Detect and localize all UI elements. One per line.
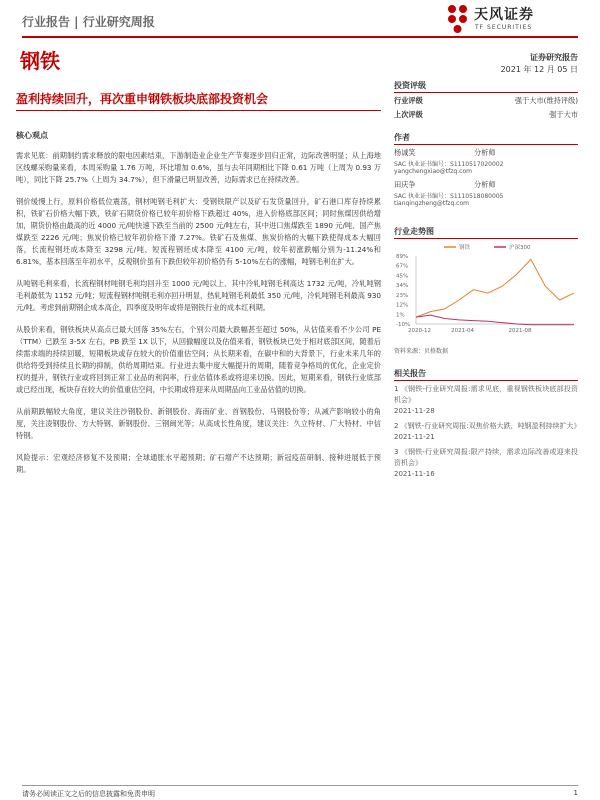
prev-rating-row xyxy=(394,110,578,120)
report-category: 行业报告 | 行业研究周报 xyxy=(22,15,155,29)
chart-heading: 行业走势图 xyxy=(394,227,434,236)
related-item-3[interactable] xyxy=(394,447,578,480)
x-tick-label: 2020-12 xyxy=(408,328,431,334)
related-item-2-date: 2021-11-21 xyxy=(394,433,435,441)
series-line-1 xyxy=(416,315,574,325)
x-tick-label: 2021-08 xyxy=(508,328,532,334)
related-divider xyxy=(394,380,578,381)
header-divider xyxy=(22,36,578,38)
related-item-3-date: 2021-11-16 xyxy=(394,470,435,478)
author2-sac: SAC 执业证书编号：S1110518080005 xyxy=(394,193,504,200)
para-valuation: 从股价来看，钢铁板块从高点已最大回落 35%左右，个别公司最大跌幅甚至超过 50%，从估值来看不少公司 PE（TTM）已跌至 3-5X 左右，PB 跌至 1X 以下，从回撤幅度以及估值来看，钢铁板块已处于相对底部区间，随着后续需求端的持续回暖，短期板块或存在较大的价值重估空间；从长期来看，在碳中和的大背景下，行业未来几年的供给将受到持续且长期的抑制，供给周期结束。行业进去集中度大幅提升的周期，随着竞争格局的优化，企业定价权的提升，钢铁行业或将回到正常工业品的利润率，行业估值体系或将迎来切换。因此，短期来看，钢铁行业底部或已经出现，板块存在较大的价值重估空间，中长期或将迎来从周期品向工业品估值的切换。 xyxy=(16,325,381,394)
series-line-0 xyxy=(416,259,574,317)
rating-divider xyxy=(394,92,578,93)
related-item-2-title[interactable]: 2 《钢铁-行业研究周报:双焦价格大跌，吨钢盈利持续扩大》 xyxy=(394,422,581,430)
report-title: 盈利持续回升，再次重申钢铁板块底部投资机会 xyxy=(16,92,269,106)
prev-rating-value: 强于大市 xyxy=(549,110,578,119)
logo-text-en: TF SECURITIES xyxy=(475,24,533,31)
author1-name: 杨诚笑 xyxy=(394,148,416,157)
industry-name: 钢铁 xyxy=(20,49,60,73)
para-demand: 需求见底：前期制约需求释放的限电因素结束，下游制造业企业生产节奏逐步回归正常，边际改善明显；从上海地区线螺采购量来看，本周采购量 1.76 万吨，环比增加 0.6%，虽与去年同期相比下降 0.61 万吨（上周为 0.93 万吨），同比下降 25.7%（上周为 34.7%），但下滑量已明显改善，边际需求已在持续改善。 xyxy=(16,151,381,184)
rating-value: 强于大市(维持评级) xyxy=(514,96,578,105)
authors-heading: 作者 xyxy=(394,133,410,142)
y-tick-label: 1% xyxy=(396,312,405,319)
author1-row xyxy=(394,148,578,158)
prev-rating-label: 上次评级 xyxy=(394,110,423,119)
footer-disclaimer: 请务必阅读正文之后的信息披露和免责申明 xyxy=(22,790,155,798)
footer-divider xyxy=(22,785,578,786)
y-tick-label: 45% xyxy=(396,273,409,280)
main-body xyxy=(16,150,381,476)
industry-trend-chart xyxy=(394,242,578,338)
y-tick-label: 12% xyxy=(396,302,409,309)
y-tick-label: 23% xyxy=(396,292,409,299)
y-tick-label: 34% xyxy=(396,283,409,290)
y-tick-label: 89% xyxy=(396,254,409,260)
rating-heading: 投资评级 xyxy=(394,81,426,90)
related-item-3-title[interactable]: 3 《钢铁-行业研究周报:限产持续，需求边际改善或迎来投资机会》 xyxy=(394,448,578,467)
title-divider xyxy=(16,110,381,111)
related-item-1[interactable] xyxy=(394,384,578,417)
y-tick-label: 67% xyxy=(396,263,409,270)
legend-steel-label: 钢铁 xyxy=(459,245,471,251)
legend-hs300-label: 沪深300 xyxy=(509,245,531,251)
related-item-1-title[interactable]: 1 《钢铁-行业研究周报:需求见底，重视钢铁板块底部投资机会》 xyxy=(394,385,578,404)
author2-row xyxy=(394,180,578,190)
para-margin: 钢价缓慢上行，原料价格低位震荡，钢材吨钢毛利扩大：受钢铁限产以及矿石发货量回升，矿石港口库存持续累积，铁矿石价格大幅下跌，铁矿石期货价格已较年初价格下跌超过 40%，进入价格底部区间；同时焦煤因供给增加，期货价格由最高的近 4000 元/吨快速下跌至当前的 2500 元/吨左右，其中进口焦煤跌至 1890 元/吨、国产焦煤跌至 2226 元/吨；焦炭价格已较年初价格下滑 7.27%。铁矿石及焦煤、焦炭价格的大幅下跌使得成本大幅回落，长流程钢坯成本降至 3298 元/吨、短流程钢坯成本降至 4100 元/吨，较年初涨跌幅分别为-11.24%和 6.81%，基本回落至年初水平，反观钢价虽有下跌但较年初价格仍有 5-10%左右的涨幅，吨钢毛利在扩大。 xyxy=(16,197,381,266)
chart-divider xyxy=(394,238,578,239)
author1-sac: SAC 执业证书编号：S1110517020002 xyxy=(394,161,504,168)
logo-mark-icon xyxy=(444,4,472,34)
author1-email[interactable]: yangchengxiao@tfzq.com xyxy=(394,168,472,175)
x-tick-label: 2021-04 xyxy=(451,328,475,334)
para-risk: 风险提示：宏观经济修复不及预期；全球通胀水平超预期；矿石增产不达预期；新冠疫苗研制、接种进展低于预期。 xyxy=(16,453,381,474)
author2-email[interactable]: tianqingzheng@tfzq.com xyxy=(394,200,469,207)
rating-row xyxy=(394,96,578,106)
logo-text-cn: 天风证券 xyxy=(474,7,534,23)
company-logo xyxy=(444,2,594,36)
related-item-2[interactable] xyxy=(394,421,581,443)
related-heading: 相关报告 xyxy=(394,369,426,378)
y-tick-label: -10% xyxy=(396,322,411,328)
report-type: 证券研究报告 xyxy=(530,53,578,62)
chart-source: 资料来源：贝格数据 xyxy=(394,348,449,355)
para-profit: 从吨钢毛利来看，长流程钢材吨钢毛利均回升至 1000 元/吨以上、其中冷轧吨钢毛利高达 1732 元/吨，冷轧吨钢毛利最低为 1152 元/吨；短流程钢材吨钢毛利亦回升明显，热轧吨钢毛利最低 350 元/吨，冷轧吨钢毛利最高 930 元/吨。考虑到前期钢企成本高企，四季度及明年或将是钢铁行业的成本红利期。 xyxy=(16,279,381,312)
author2-name: 田庆争 xyxy=(394,180,416,189)
related-item-1-date: 2021-11-28 xyxy=(394,407,435,415)
author2-title: 分析师 xyxy=(474,180,496,189)
author1-title: 分析师 xyxy=(474,148,496,157)
report-date: 2021 年 12 月 05 日 xyxy=(500,65,578,74)
rating-label: 行业评级 xyxy=(394,96,423,105)
page-number: 1 xyxy=(573,789,578,797)
core-heading: 核心观点 xyxy=(16,131,48,140)
authors-divider xyxy=(394,144,578,145)
para-picks: 从前期跌幅较大角度，建议关注沙钢股份、新钢股份、海南矿业、首钢股份、马钢股份等；从减产影响较小的角度，关注凌钢股份、方大特钢、新钢股份、三钢闽光等；从高成长性角度，建议关注：久立特材、广大特材、中信特钢。 xyxy=(16,407,381,440)
